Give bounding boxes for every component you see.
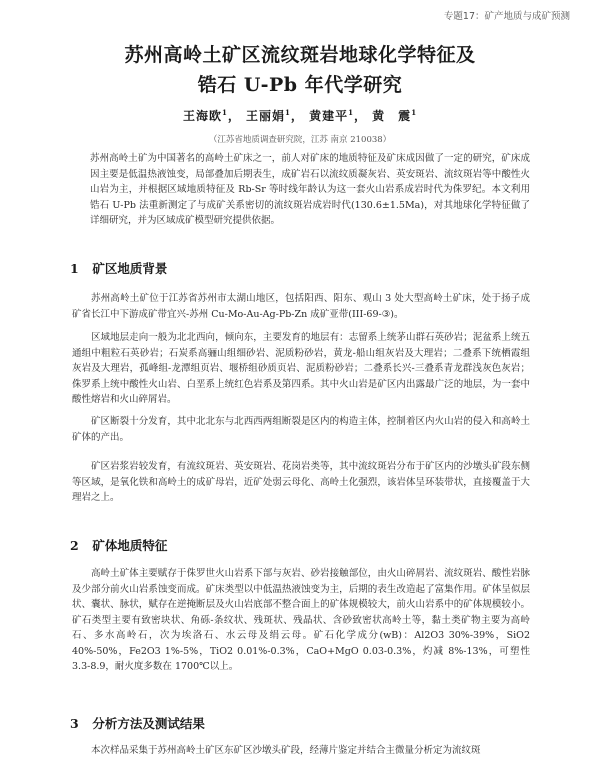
author-affil-mark: 1 <box>411 108 418 117</box>
paragraph: 本次样品采集于苏州高岭土矿区东矿区沙墩头矿段，经薄片鉴定并结合主微量分析定为流纹斑 <box>91 745 481 756</box>
abstract-text: 苏州高岭土矿为中国著名的高岭土矿床之一，前人对矿床的地质特征及矿床成因做了一定的研究，矿床成因主要是低温热液蚀变，局部叠加后期表生，成矿岩石以流纹质凝灰岩、英安斑岩、流纹斑岩等中酸性火山岩为主，并根据区域地质特征及 Rb-Sr 等时线年龄认为这一套火山岩系成岩时代为侏罗纪。本文利用锆石 U-Pb 法重新测定了与成矿关系密切的流纹斑岩成岩时代(130.6±1.5Ma)，对其地球化学特征做了详细研究，并为区域成矿模型研究提供依据。 <box>90 153 530 226</box>
section-title: 矿体地质特征 <box>92 538 168 553</box>
author-affil-mark: 1 <box>285 108 291 117</box>
paper-title-line-2: 锆石 U-Pb 年代学研究 <box>197 74 403 96</box>
author-name: 王海欧 <box>182 109 222 123</box>
section-number: 3 <box>70 716 79 731</box>
paragraph: 苏州高岭土矿位于江苏省苏州市太湖山地区，包括阳西、阳东、观山 3 处大型高岭土矿床，处于扬子成矿省长江中下游成矿带宜兴-苏州 Cu-Mo-Au-Ag-Pb-Zn 成矿亚带(III-69-③)。 <box>72 293 530 320</box>
author-list: 王海欧$^1$， 王丽娟$^1$， 黄建平$^1$， 黄 震$^1$ <box>182 108 418 123</box>
section-title: 矿区地质背景 <box>92 261 168 276</box>
affiliation: （江苏省地质调查研究院，江苏 南京 210038） <box>208 135 392 145</box>
author-affil-mark: 1 <box>221 108 228 117</box>
author-name: 王丽娟 <box>246 109 286 123</box>
section-title: 分析方法及测试结果 <box>92 716 205 731</box>
author-name: 黄建平 <box>309 109 349 123</box>
section-number: 1 <box>70 261 79 276</box>
author-name: 黄 震 <box>372 109 412 123</box>
paragraph: 区域地层走向一般为北北西向，倾向东，主要发育的地层有：志留系上统茅山群石英砂岩；泥盆系上统五通组中粗粒石英砂岩；石炭系高骊山组细砂岩、泥质粉砂岩，黄龙-船山组灰岩及大理岩；二叠系下统栖霞组灰岩及大理岩，孤峰组-龙潭组页岩、堰桥组砂质页岩、泥质粉砂岩；二叠系长兴-三叠系青龙群浅灰色灰岩；侏罗系上统中酸性火山岩、白垩系上统红色岩系及第四系。其中火山岩是矿区内出露最广泛的地层，为一套中酸性熔岩和火山碎屑岩。 <box>72 332 530 405</box>
section-heading-3 <box>70 714 205 732</box>
running-header: 专题17：矿产地质与成矿预测 <box>443 11 570 22</box>
paragraph: 高岭土矿体主要赋存于侏罗世火山岩系下部与灰岩、砂岩接触部位，由火山碎屑岩、流纹斑岩、酸性岩脉及少部分前火山岩系蚀变而成。矿床类型以中低温热液蚀变为主，后期的表生改造起了富集作用。矿体呈似层状、囊状、脉状，赋存在逆掩断层及火山岩底部不整合面上的矿体规模较大，前火山岩系中的矿体规模较小。矿石类型主要有致密块状、角砾-条纹状、残斑状、残晶状、含砂致密状高岭土等，黏土类矿物主要为高岭石、多水高岭石，次为埃洛石、水云母及绢云母。矿石化学成分(wB)：Al2O3 30%-39%，SiO2 40%-50%，Fe2O3 1%-5%，TiO2 0.01%-0.3%，CaO+MgO 0.03-0.3%，灼减 8%-13%，可塑性 3.3-8.9，耐火度多数在 1700℃以上。 <box>72 568 530 672</box>
paragraph: 矿区断裂十分发育，其中北北东与北西西两组断裂是区内的构造主体，控制着区内火山岩的侵入和高岭土矿体的产出。 <box>72 416 530 443</box>
author-affil-mark: 1 <box>348 108 354 117</box>
paper-title-line-1: 苏州高岭土矿区流纹斑岩地球化学特征及 <box>124 44 476 66</box>
section-heading-1 <box>70 259 167 277</box>
section-heading-2 <box>70 536 167 554</box>
section-number: 2 <box>70 538 79 553</box>
paragraph: 矿区岩浆岩较发育，有流纹斑岩、英安斑岩、花岗岩类等，其中流纹斑岩分布于矿区内的沙墩头矿段东侧等区域，是氧化铁和高岭土的成矿母岩，近矿处弱云母化、高岭土化强烈，该岩体呈环装带状，直接覆盖于大理岩之上。 <box>72 461 530 503</box>
